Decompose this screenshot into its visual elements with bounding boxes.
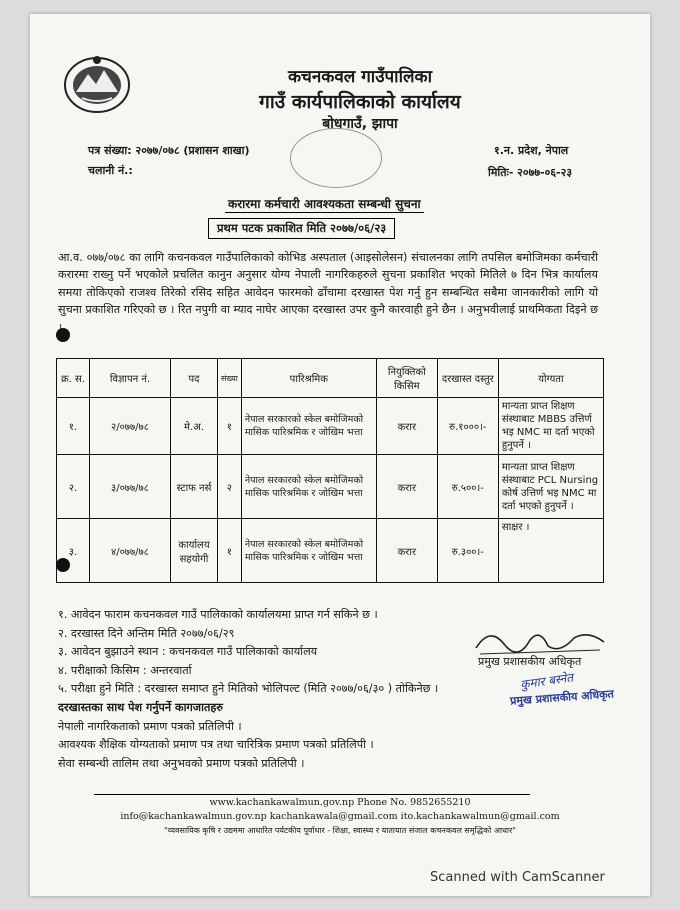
- signatory-stamp-name: कुमार बस्नेत: [519, 670, 574, 692]
- reference-number: पत्र संख्या: २०७७/०७८ (प्रशासन शाखा): [88, 144, 250, 157]
- cell-sn: ३.: [57, 519, 90, 583]
- note-item: ४. परीक्षाको किसिम : अन्तरवार्ता: [58, 663, 192, 677]
- cell-qualification: मान्यता प्राप्त शिक्षण संस्थाबाट MBBS उत्तिर्ण भइ NMC मा दर्ता भएको हुनुपर्ने ।: [498, 398, 603, 455]
- cell-count: २: [218, 455, 242, 519]
- col-header-fee: दरखास्त दस्तुर: [437, 359, 498, 398]
- scanner-watermark: Scanned with CamScanner: [430, 870, 605, 885]
- cell-advert-no: २/०७७/७८: [90, 398, 171, 455]
- office-name: गाउँ कार्यपालिकाको कार्यालय: [259, 91, 461, 113]
- cell-qualification: साक्षर ।: [498, 519, 603, 583]
- province-label: १.न. प्रदेश, नेपाल: [494, 144, 569, 157]
- document-item: आवश्यक शैक्षिक योग्यताको प्रमाण पत्र तथा चारित्रिक प्रमाण पत्रको प्रतिलिपी ।: [58, 738, 374, 752]
- note-item: २. दरखास्त दिने अन्तिम मिति २०७७/०६/२९: [58, 626, 235, 640]
- cell-appointment-type: करार: [376, 455, 437, 519]
- vacancy-table: [56, 358, 604, 583]
- publication-date-box: प्रथम पटक प्रकाशित मिति २०७७/०६/२३: [208, 218, 395, 239]
- municipality-name: कचनकवल गाउँपालिका: [288, 67, 432, 87]
- cell-remuneration: नेपाल सरकारको स्केल बमोजिमको मासिक पारिश्रमिक र जोखिम भत्ता: [241, 455, 376, 519]
- cell-fee: रु.१०००।-: [437, 398, 498, 455]
- cell-sn: २.: [57, 455, 90, 519]
- document-item: नेपाली नागरिकताको प्रमाण पत्रको प्रतिलिपी ।: [58, 719, 242, 733]
- cell-remuneration: नेपाल सरकारको स्केल बमोजिमको मासिक पारिश्रमिक र जोखिम भत्ता: [241, 519, 376, 583]
- signatory-stamp-post: प्रमुख प्रशासकीय अधिकृत: [509, 687, 615, 708]
- cell-sn: १.: [57, 398, 90, 455]
- cell-remuneration: नेपाल सरकारको स्केल बमोजिमको मासिक पारिश्रमिक र जोखिम भत्ता: [241, 398, 376, 455]
- document-item: सेवा सम्बन्धी तालिम तथा अनुभवको प्रमाण पत्रको प्रतिलिपी ।: [58, 756, 305, 770]
- notes-section: [58, 606, 478, 773]
- col-header-post: पद: [171, 359, 218, 398]
- col-header-count: संख्या: [218, 359, 242, 398]
- cell-count: १: [218, 398, 242, 455]
- footer-web-phone: www.kachankawalmun.gov.np Phone No. 9852655210: [209, 797, 471, 808]
- letter-date: मितिः- २०७७-०६-२३: [488, 166, 573, 179]
- office-stamp: [290, 128, 382, 188]
- signatory-title: प्रमुख प्रशासकीय अधिकृत: [478, 655, 582, 668]
- footer-motto: "व्यवसायिक कृषि र उद्यममा आधारित पर्यटकीय पूर्वाधार - शिक्षा, स्वास्थ्य र यातायात संजाल कचनकवल समृद्धिको आधार": [164, 826, 516, 835]
- documents-heading: दरखास्तका साथ पेश गर्नुपर्ने कागजातहरु: [58, 700, 224, 714]
- cell-advert-no: ३/०७७/७८: [90, 455, 171, 519]
- cell-count: १: [218, 519, 242, 583]
- cell-post: कार्यालय सहयोगी: [171, 519, 218, 583]
- col-header-advert-no: विज्ञापन नं.: [90, 359, 171, 398]
- note-item: ३. आवेदन बुझाउने स्थान : कचनकवल गाउँ पालिकाको कार्यालय: [58, 645, 318, 659]
- office-address: बोधगाउँ, झापा: [322, 116, 398, 132]
- table-row: [57, 455, 604, 519]
- cell-appointment-type: करार: [376, 398, 437, 455]
- note-item: १. आवेदन फाराम कचनकवल गाउँ पालिकाको कार्यालयमा प्राप्त गर्न सकिने छ ।: [58, 608, 378, 621]
- table-header-row: [57, 359, 604, 398]
- cell-advert-no: ४/०७७/७८: [90, 519, 171, 583]
- cell-fee: रु.५००।-: [437, 455, 498, 519]
- dispatch-number: चलानी नं.:: [88, 164, 133, 177]
- note-item: ५. परीक्षा हुने मिति : दरखास्त समाप्त हुने मितिको भोलिपल्ट (मिति २०७७/०६/३० ) तोकिनेछ ।: [58, 682, 439, 696]
- cell-post: स्टाफ नर्स: [171, 455, 218, 519]
- cell-qualification: मान्यता प्राप्त शिक्षण संस्थाबाट PCL Nursing कोर्ष उत्तिर्ण भइ NMC मा दर्ता भएको हुनुपर्ने ।: [498, 455, 603, 519]
- cell-post: मे.अ.: [171, 398, 218, 455]
- col-header-qualification: योग्यता: [498, 359, 603, 398]
- notice-title: करारमा कर्मचारी आवश्यकता सम्बन्धी सुचना: [225, 195, 424, 213]
- table-row: [57, 519, 604, 583]
- cell-appointment-type: करार: [376, 519, 437, 583]
- col-header-sn: क्र. स.: [57, 359, 90, 398]
- table-row: [57, 398, 604, 455]
- cell-fee: रु.३००।-: [437, 519, 498, 583]
- footer-divider: [94, 794, 530, 795]
- notice-body: आ.व. ०७७/०७८ का लागि कचनकवल गाउँपालिकाको कोभिड अस्पताल (आइसोलेसन) संचालनका लागि तपसिल बमोजिमका कर्मचारी करारमा राख्नु पर्ने भएकोले प्रचलित कानुन अनुसार योग्य नेपाली नागरिकहरुले सुचना प्रकाशित भएको मितिले ७ दिन भित्र कार्यालय समया तोकिएको राजश्व तिरेको रसिद सहित आवेदन फारमको ढाँचामा दरखास्त पेश गर्नु हुन सम्बन्धित सबैमा जानकारीको लागि यो सुचना प्रकाशित गरिएको छ । रित नपुगी वा म्याद नाघेर आएका दरखास्त उपर कुनै कारवाही हुने छैन । अनुभवीलाई प्राथमिकता दिइने छ ।: [58, 251, 598, 334]
- col-header-appointment-type: नियुक्तिको किसिम: [376, 359, 437, 398]
- footer-emails: info@kachankawalmun.gov.np kachankawala@gmail.com ito.kachankawalmun@gmail.com: [120, 811, 560, 822]
- col-header-remuneration: पारिश्रमिक: [241, 359, 376, 398]
